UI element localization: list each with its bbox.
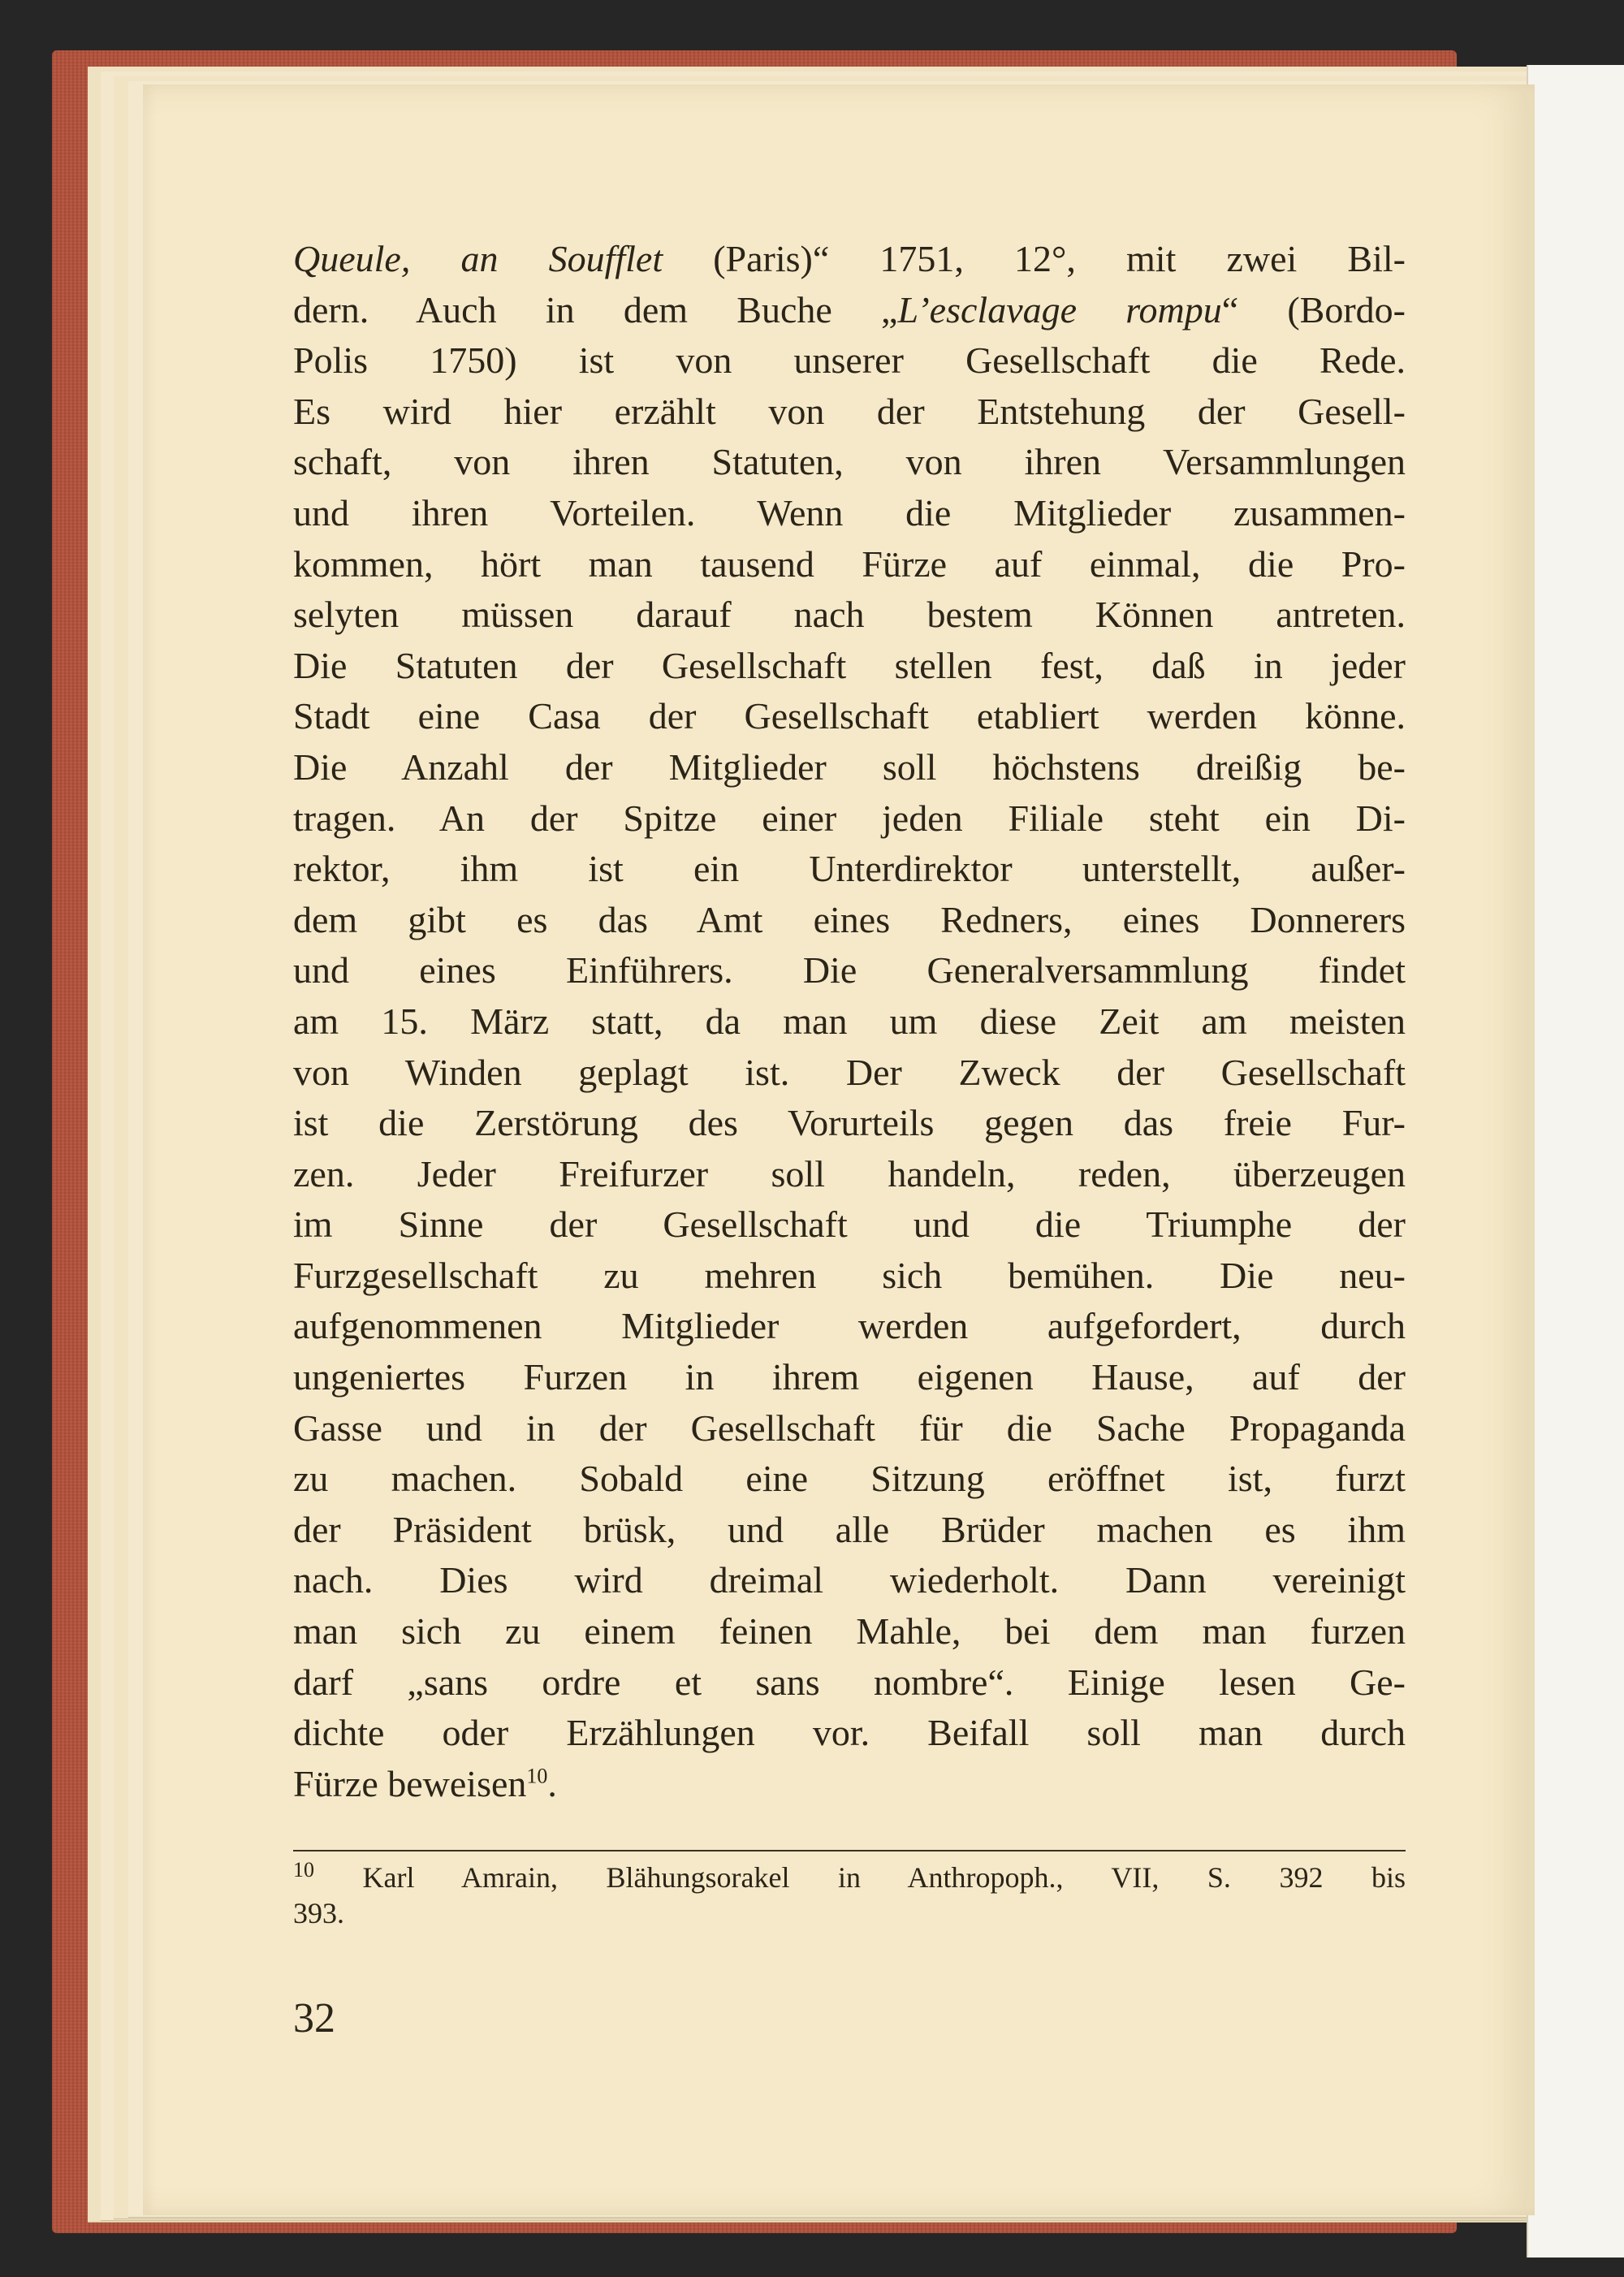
text-line	[293, 1606, 1406, 1657]
footnote-reference: 10	[526, 1764, 548, 1788]
text-segment: ist die Zerstörung des Vorurteils gegen das freie Fur-	[293, 1102, 1406, 1144]
text-segment: Die Statuten der Gesellschaft stellen fest, daß in jeder	[293, 644, 1406, 686]
text-line	[293, 437, 1406, 488]
text-line	[293, 1301, 1406, 1352]
text-segment: dichte oder Erzählungen vor. Beifall soll man durch	[293, 1712, 1406, 1754]
text-line	[293, 335, 1406, 387]
text-segment: kommen, hört man tausend Fürze auf einmal, die Pro-	[293, 542, 1406, 585]
text-segment: Fürze beweisen	[293, 1762, 527, 1804]
text-segment: dem gibt es das Amt eines Redners, eines Donnerers	[293, 898, 1406, 940]
text-line	[293, 285, 1406, 336]
text-line	[293, 1403, 1406, 1454]
text-segment: schaft, von ihren Statuten, von ihren Versammlungen	[293, 441, 1406, 483]
text-segment: von Winden geplagt ist. Der Zweck der Gesellschaft	[293, 1051, 1406, 1093]
text-segment: L’esclavage rompu	[897, 288, 1222, 331]
text-segment: Es wird hier erzählt von der Entstehung der Gesell-	[293, 390, 1406, 432]
text-line	[293, 1759, 1406, 1810]
footnote-text: 393.	[293, 1897, 344, 1929]
text-segment: Polis 1750) ist von unserer Gesellschaft die Rede.	[293, 339, 1406, 382]
text-segment: zen. Jeder Freifurzer soll handeln, reden, überzeugen	[293, 1152, 1406, 1195]
text-segment: tragen. An der Spitze einer jeden Filiale steht ein Di-	[293, 797, 1406, 839]
text-line	[293, 539, 1406, 590]
text-line	[293, 1708, 1406, 1759]
footnote-text: Karl Amrain, Blähungsorakel in Anthropoph., VII, S. 392 bis	[314, 1861, 1406, 1894]
text-line	[293, 1657, 1406, 1709]
text-segment: dern. Auch in dem Buche „	[293, 288, 898, 331]
page-number: 32	[293, 1995, 335, 2042]
text-line	[293, 895, 1406, 946]
text-segment: ungeniertes Furzen in ihrem eigenen Hause, auf der	[293, 1356, 1406, 1398]
text-line	[293, 793, 1406, 845]
text-line	[293, 488, 1406, 539]
text-segment: aufgenommenen Mitglieder werden aufgefordert, durch	[293, 1305, 1406, 1347]
text-line	[293, 742, 1406, 793]
text-segment: darf „sans ordre et sans nombre“. Einige lesen Ge-	[293, 1661, 1406, 1703]
text-line	[293, 945, 1406, 996]
text-line	[293, 1352, 1406, 1403]
text-segment: .	[547, 1762, 557, 1804]
text-line	[293, 1098, 1406, 1149]
text-line	[293, 1505, 1406, 1556]
text-segment: Die Anzahl der Mitglieder soll höchstens dreißig be-	[293, 745, 1406, 788]
text-line	[293, 590, 1406, 641]
body-text	[293, 234, 1406, 1809]
text-segment: der Präsident brüsk, und alle Brüder machen es ihm	[293, 1508, 1406, 1550]
text-segment: und eines Einführers. Die Generalversammlung findet	[293, 949, 1406, 992]
text-segment: man sich zu einem feinen Mahle, bei dem man furzen	[293, 1610, 1406, 1653]
text-segment: zu machen. Sobald eine Sitzung eröffnet ist, furzt	[293, 1458, 1406, 1500]
text-segment: im Sinne der Gesellschaft und die Triumphe der	[293, 1203, 1406, 1246]
text-line	[293, 234, 1406, 285]
text-line	[293, 387, 1406, 438]
facing-page	[1527, 65, 1624, 2258]
text-line	[293, 1149, 1406, 1200]
text-line	[293, 691, 1406, 742]
text-segment: am 15. März statt, da man um diese Zeit am meisten	[293, 1000, 1406, 1042]
text-line	[293, 1454, 1406, 1505]
text-segment: Stadt eine Casa der Gesellschaft etabliert werden könne.	[293, 695, 1406, 737]
text-line	[293, 996, 1406, 1048]
text-segment: rektor, ihm ist ein Unterdirektor unterstellt, außer-	[293, 848, 1406, 890]
text-line	[293, 1555, 1406, 1606]
footnote-rule	[293, 1850, 1406, 1851]
text-segment: Gasse und in der Gesellschaft für die Sache Propaganda	[293, 1406, 1406, 1449]
text-segment: Queule, an Soufflet	[293, 238, 663, 279]
text-line	[293, 1199, 1406, 1251]
text-segment: selyten müssen darauf nach bestem Können antreten.	[293, 594, 1406, 636]
text-line	[293, 1048, 1406, 1099]
text-segment: “ (Bordo-	[1221, 288, 1406, 331]
footnote-line	[293, 1895, 1406, 1931]
text-segment: (Paris)“ 1751, 12°, mit zwei Bil-	[663, 238, 1406, 279]
text-segment: Furzgesellschaft zu mehren sich bemühen. Die neu-	[293, 1254, 1406, 1296]
text-segment: und ihren Vorteilen. Wenn die Mitglieder zusammen-	[293, 491, 1406, 534]
text-line	[293, 1251, 1406, 1302]
text-line	[293, 641, 1406, 692]
text-segment: nach. Dies wird dreimal wiederholt. Dann vereinigt	[293, 1559, 1406, 1601]
footnote-marker: 10	[293, 1858, 314, 1882]
footnote-line	[293, 1860, 1406, 1895]
footnote	[293, 1860, 1406, 1931]
text-line	[293, 844, 1406, 895]
